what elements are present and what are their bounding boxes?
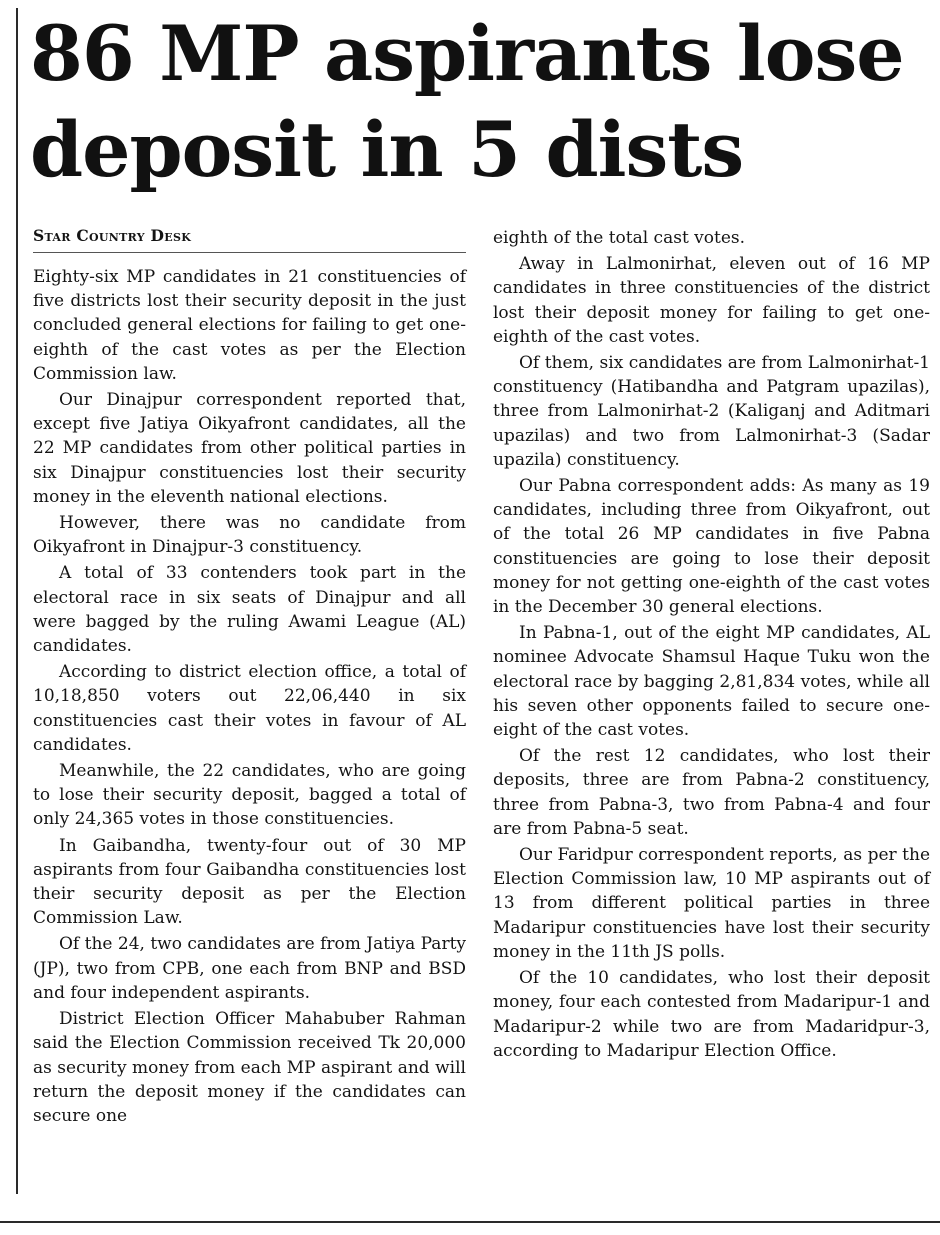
column-rule-left bbox=[16, 8, 18, 1194]
headline: 86 MP aspirants lose deposit in 5 dists bbox=[30, 9, 904, 194]
paragraph: In Pabna-1, out of the eight MP candidates, AL nominee Advocate Shamsul Haque Tuku won the electoral race by bagging 2,81,834 votes, while all his seven other opponents failed to secure one-eight of the cast votes. bbox=[493, 623, 930, 741]
paragraph: Of the 10 candidates, who lost their deposit money, four each contested from Madaripur-1 and Madaripur-2 while two are from Madaridpur-3, according to Madaripur Election Office. bbox=[493, 968, 930, 1061]
paragraph: However, there was no candidate from Oikyafront in Dinajpur-3 constituency. bbox=[33, 513, 466, 558]
paragraph: According to district election office, a total of 10,18,850 voters out 22,06,440 in six constituencies cast their votes in favour of AL candidates. bbox=[33, 662, 466, 755]
paragraph: Of the rest 12 candidates, who lost their deposits, three are from Pabna-2 constituency, three from Pabna-3, two from Pabna-4 and four are from Pabna-5 seat. bbox=[493, 746, 930, 839]
paragraph: Our Faridpur correspondent reports, as per the Election Commission law, 10 MP aspirants out of 13 from different political parties in three Madaripur constituencies have lost their security money in the 11th JS polls. bbox=[493, 845, 930, 962]
bottom-rule bbox=[0, 1221, 940, 1223]
paragraph: Our Pabna correspondent adds: As many as 19 candidates, including three from Oikyafront, out of the total 26 MP candidates in five Pabna constituencies are going to lose their deposit money for not getting one-eighth of the cast votes in the December 30 general elections. bbox=[493, 476, 930, 618]
article-column-right bbox=[493, 226, 930, 1065]
paragraph: District Election Officer Mahabuber Rahman said the Election Commission received Tk 20,000 as security money from each MP aspirant and will return the deposit money if the candidates can secure one bbox=[33, 1009, 466, 1126]
paragraph: Eighty-six MP candidates in 21 constituencies of five districts lost their security deposit in the just concluded general elections for failing to get one-eighth of the cast votes as per the Election Commission law. bbox=[33, 267, 466, 384]
paragraph: Meanwhile, the 22 candidates, who are going to lose their security deposit, bagged a total of only 24,365 votes in those constituencies. bbox=[33, 761, 466, 830]
paragraph-continuation: eighth of the total cast votes. bbox=[493, 228, 746, 248]
paragraph: A total of 33 contenders took part in the electoral race in six seats of Dinajpur and all were bagged by the ruling Awami League (AL) candidates. bbox=[33, 563, 466, 657]
paragraph: In Gaibandha, twenty-four out of 30 MP aspirants from four Gaibandha constituencies lost their security deposit as per the Election Commission Law. bbox=[33, 835, 466, 929]
article-column-left bbox=[33, 224, 466, 1130]
paragraph: Away in Lalmonirhat, eleven out of 16 MP candidates in three constituencies of the district lost their deposit money for failing to get one-eighth of the cast votes. bbox=[493, 254, 930, 347]
paragraph: Our Dinajpur correspondent reported that, except five Jatiya Oikyafront candidates, all the 22 MP candidates from other political parties in six Dinajpur constituencies lost their security money in the eleventh national elections. bbox=[33, 390, 466, 507]
byline: Star Country Desk bbox=[33, 226, 466, 253]
paragraph: Of the 24, two candidates are from Jatiya Party (JP), two from CPB, one each from BNP and BSD and four independent aspirants. bbox=[33, 934, 466, 1003]
paragraph: Of them, six candidates are from Lalmonirhat-1 constituency (Hatibandha and Patgram upazilas), three from Lalmonirhat-2 (Kaliganj and Aditmari upazilas) and two from Lalmonirhat-3 (Sadar upazila) constituency. bbox=[493, 353, 930, 470]
